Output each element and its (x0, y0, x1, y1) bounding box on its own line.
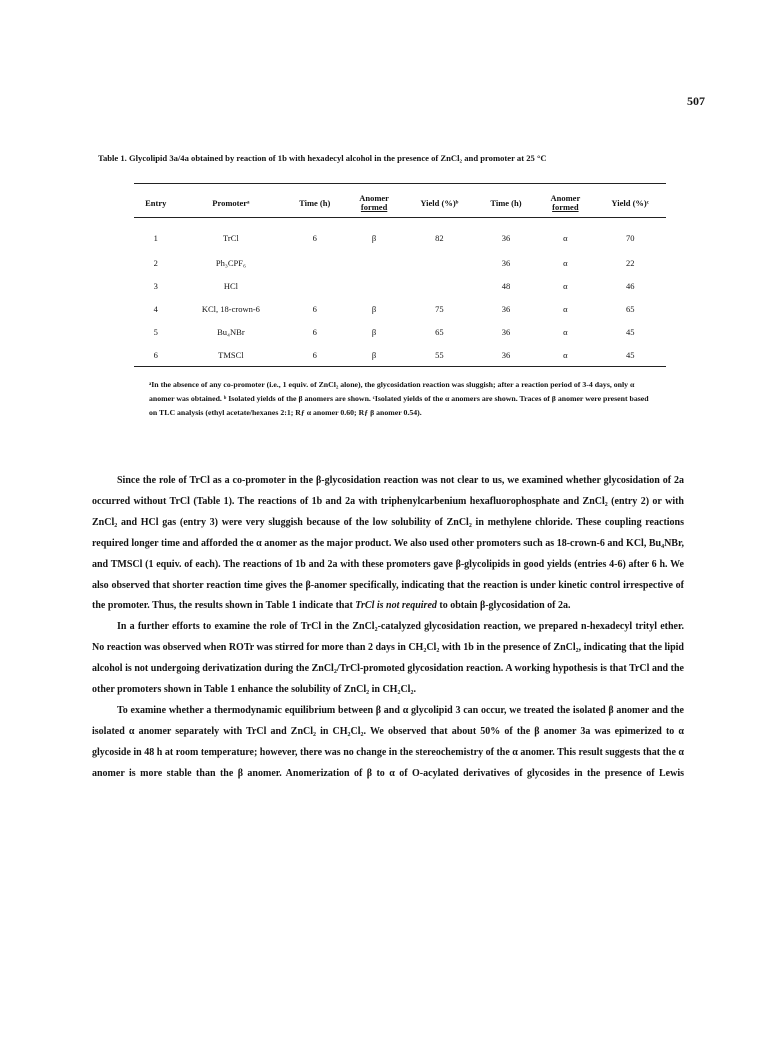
table-row (134, 320, 666, 343)
cell-yield-1: 75 (435, 303, 444, 314)
cell-time-2: 36 (501, 349, 511, 360)
cell-anomer-2: α (563, 232, 568, 243)
table-row (134, 274, 666, 297)
table-footnote: ᵃIn the absence of any co-promoter (i.e., 1 equiv. of ZnCl₂ alone), the glycosidation reaction was sluggish; after a reaction period of 3-4 days, only α anomer was obtained. ᵇ Isolated yields of the β anomers are shown. ᶜIsolated yields of the α anomers are shown. Traces of β anomer were present based on TLC analysis (ethyl acetate/hexanes 2:1; Rƒ α anomer 0.60; Rƒ β anomer 0.54). (149, 380, 649, 417)
cell-promoter: TrCl (223, 232, 239, 243)
header-yield-2: Yield (%)ᶜ (611, 197, 649, 208)
cell-time-2: 36 (501, 232, 511, 243)
paragraph-2: In a further efforts to examine the role of TrCl in the ZnCl₂-catalyzed glycosidation reaction, we prepared n-hexadecyl trityl ether. No reaction was observed when ROTr was stirred for more than 2 days in CH₂Cl₂ with 1b in the presence of ZnCl₂, indicating that the lipid alcohol is not undergoing derivatization during the ZnCl₂/TrCl-promoted glycosidation reaction. A working hypothesis is that TrCl and the other promoters shown in Table 1 enhance the solubility of ZnCl₂ in CH₂Cl₂. (92, 621, 684, 696)
cell-anomer-1: β (371, 326, 377, 337)
cell-yield-1 (403, 251, 475, 274)
cell-anomer-2: α (563, 303, 568, 314)
cell-time-2: 36 (501, 326, 511, 337)
cell-time-1: 6 (312, 326, 317, 337)
header-promoter: Promoterᵃ (212, 197, 250, 208)
header-anomer-2-line2: formed (552, 202, 579, 212)
cell-anomer-2: α (563, 280, 568, 291)
cell-time-1 (284, 274, 345, 297)
table-row (134, 343, 666, 367)
header-entry: Entry (145, 197, 167, 208)
cell-time-1 (284, 251, 345, 274)
paragraph-1-emphasis: TrCl is not required (355, 600, 437, 612)
cell-entry: 5 (153, 326, 158, 337)
cell-entry: 1 (153, 232, 158, 243)
cell-entry: 3 (153, 280, 158, 291)
body-text (92, 471, 684, 785)
cell-entry: 4 (153, 303, 158, 314)
cell-time-1: 6 (312, 349, 317, 360)
cell-time-2: 36 (501, 257, 511, 268)
paragraph-3: To examine whether a thermodynamic equilibrium between β and α glycolipid 3 can occur, we treated the isolated β anomer and the isolated α anomer separately with TrCl and ZnCl₂ in CH₂Cl₂. We observed that about 50% of the β anomer 3a was epimerized to α glycoside in 48 h at room temperature; however, there was no change in the stereochemistry of the α anomer. This result suggests that the α anomer is more stable than the β anomer. Anomerization of β to α of O-acylated derivatives of glycosides in the presence of Lewis (92, 704, 684, 779)
cell-anomer-2: α (563, 326, 568, 337)
cell-anomer-1: β (371, 349, 377, 360)
header-anomer-1-line1: Anomer (359, 193, 389, 203)
cell-yield-2: 46 (625, 280, 635, 291)
cell-yield-1: 65 (435, 326, 444, 337)
page-number: 507 (687, 94, 705, 108)
cell-yield-2: 45 (625, 326, 635, 337)
header-anomer-1-line2: formed (360, 202, 388, 212)
table-row (134, 218, 666, 252)
paragraph-1-text-a: Since the role of TrCl as a co-promoter in the β-glycosidation reaction was not clear to us, we examined whether glycosidation of 2a occurred without TrCl (Table 1). The reactions of 1b and 2a with triphenylcarbenium hexafluorophosphate and ZnCl₂ (entry 2) or with ZnCl₂ and HCl gas (entry 3) were very sluggish because of the low solubility of ZnCl₂ in methylene chloride. These coupling reactions required longer time and afforded the α anomer as the major product. We also used other promoters such as 18-crown-6 and KCl, Bu₄NBr, and TMSCl (1 equiv. of each). The reactions of 1b and 2a with these promoters gave β-glycolipids in good yields (entries 4-6) after 6 h. We also observed that shorter reaction time gives the β-anomer specifically, indicating that the reaction is under kinetic control irrespective of the promoter. Thus, the results shown in Table 1 indicate that (92, 475, 684, 612)
cell-promoter: Bu₄NBr (217, 326, 245, 337)
cell-time-2: 36 (501, 303, 511, 314)
cell-promoter: TMSCl (218, 349, 244, 360)
cell-promoter: Ph₃CPF₆ (215, 257, 246, 268)
header-time-1: Time (h) (299, 197, 331, 208)
cell-anomer-2: α (563, 349, 568, 360)
cell-yield-2: 65 (625, 303, 635, 314)
cell-anomer-1: β (371, 232, 377, 243)
table-header-row (134, 184, 666, 218)
table-row (134, 297, 666, 320)
cell-anomer-1: β (371, 303, 377, 314)
header-anomer-1 (345, 184, 403, 218)
cell-anomer-2: α (563, 257, 568, 268)
table-row (134, 251, 666, 274)
cell-anomer-1 (345, 251, 403, 274)
cell-entry: 6 (153, 349, 158, 360)
paragraph-1 (92, 471, 684, 617)
cell-entry: 2 (153, 257, 158, 268)
cell-yield-1: 82 (435, 232, 444, 243)
cell-yield-1: 55 (435, 349, 444, 360)
paragraph-1-text-b: to obtain β-glycosidation of 2a. (436, 600, 571, 612)
cell-time-1: 6 (312, 232, 317, 243)
cell-promoter: KCl, 18-crown-6 (201, 303, 260, 314)
cell-yield-2: 45 (625, 349, 635, 360)
cell-yield-1 (403, 274, 475, 297)
cell-time-1: 6 (312, 303, 317, 314)
header-anomer-2 (536, 184, 594, 218)
header-time-2: Time (h) (490, 197, 522, 208)
cell-yield-2: 70 (625, 232, 635, 243)
table-caption: Table 1. Glycolipid 3a/4a obtained by reaction of 1b with hexadecyl alcohol in the presence of ZnCl₂ and promoter at 25 °C (98, 153, 547, 163)
cell-anomer-1 (345, 274, 403, 297)
cell-promoter: HCl (223, 280, 238, 291)
results-table (134, 183, 666, 367)
header-anomer-2-line1: Anomer (550, 193, 581, 203)
header-yield-1: Yield (%)ᵇ (420, 197, 459, 208)
cell-yield-2: 22 (625, 257, 635, 268)
cell-time-2: 48 (501, 280, 511, 291)
